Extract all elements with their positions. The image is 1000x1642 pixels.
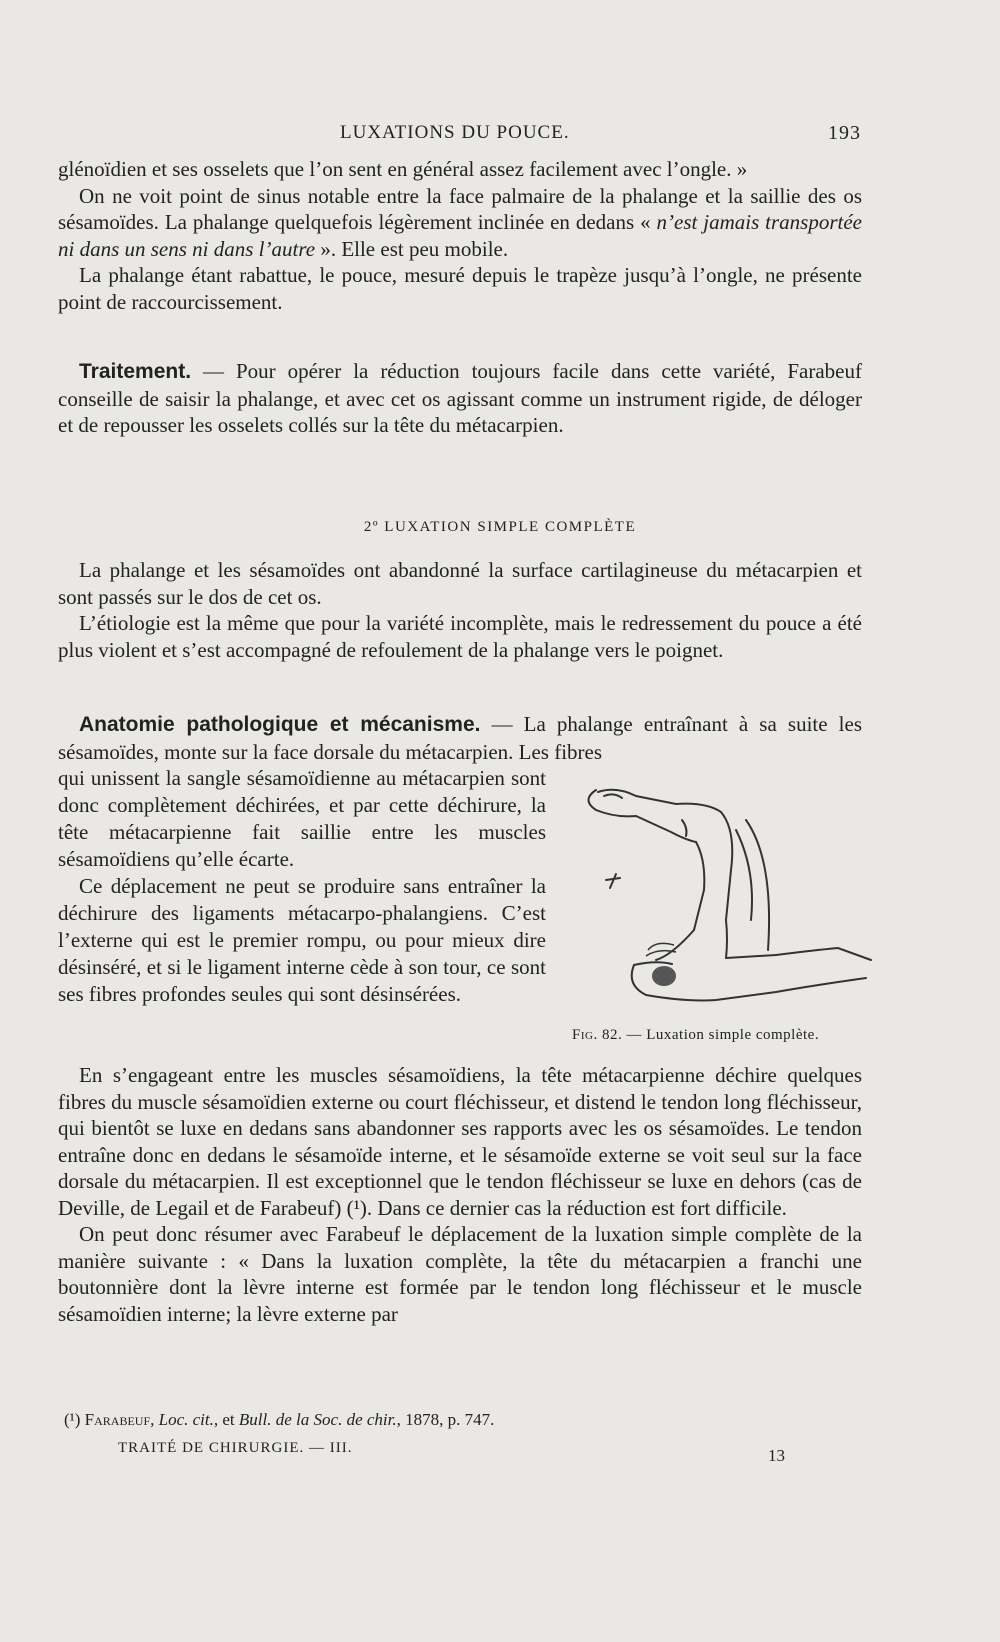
bottom-text-block: [58, 1062, 862, 1327]
traitement-heading: Traitement.: [79, 360, 192, 383]
paragraph: glénoïdien et ses osselets que l’on sent en général assez facilement avec l’ongle. »: [58, 157, 748, 181]
traitement-block: [58, 358, 862, 439]
section-title: 2º LUXATION SIMPLE COMPLÈTE: [363, 519, 637, 535]
signature-line: TRAITÉ DE CHIRURGIE. — III.: [118, 1440, 353, 1456]
paragraph: On ne voit point de sinus notable entre la face palmaire de la phalange et la saillie des os sésamoïdes. La phalange quelquefois légèrement inclinée en dedans « n’est jamais transportée ni dans un sens ni dans l’autre ». Elle est peu mobile.: [58, 183, 862, 261]
wrapped-text-block: [58, 765, 546, 1008]
paragraph: Traitement. — Pour opérer la réduction toujours facile dans cette variété, Farabeuf conseille de saisir la phalange, et avec cet os agissant comme un instrument rigide, de déloger et de repousser les osselets collés sur la tête du métacarpien.: [58, 359, 862, 437]
paragraph: En s’engageant entre les muscles sésamoïdiens, la tête métacarpienne déchire quelques fibres du muscle sésamoïdien externe ou court fléchisseur, et distend le tendon long fléchisseur, qui bientôt se luxe en dedans sans abandonner ses rapports avec les os sésamoïdes. Le tendon entraîne donc en dedans le sésamoïde interne, et le sésamoïde externe se voit seul sur la face dorsale du métacarpien. Il est exceptionnel que le tendon fléchisseur se luxe en dehors (cas de Deville, de Legail et de Farabeuf) (¹). Dans ce dernier cas la réduction est fort difficile.: [58, 1063, 862, 1220]
thumb-luxation-illustration: [576, 780, 876, 1025]
running-title: LUXATIONS DU POUCE.: [340, 122, 570, 143]
running-head: [0, 122, 1000, 150]
anatomie-block: [58, 711, 862, 765]
paragraph: L’étiologie est la même que pour la variété incomplète, mais le redressement du pouce a été plus violent et s’est accompagné de refoulement de la phalange vers le poignet.: [58, 611, 862, 662]
footnote: (¹) Farabeuf, Loc. cit., et Bull. de la Soc. de chir., 1878, p. 747.: [64, 1410, 495, 1429]
figure-caption: Fig. 82. — Luxation simple complète.: [572, 1027, 820, 1043]
figure-label: Fig. 82.: [572, 1027, 623, 1043]
paragraph: Anatomie pathologique et mécanisme. — La phalange entraînant à sa suite les sésamoïdes, monte sur la face dorsale du métacarpien. Les fibres: [58, 712, 862, 764]
section-text-block: [58, 557, 862, 663]
quoted-phrase: n’est jamais transportée ni dans un sens ni dans l’autre: [58, 210, 862, 261]
paragraph: La phalange étant rabattue, le pouce, mesuré depuis le trapèze jusqu’à l’ongle, ne présente point de raccourcissement.: [58, 263, 862, 314]
anatomie-heading: Anatomie pathologique et mécanisme.: [79, 713, 481, 736]
top-text-block: [58, 156, 862, 315]
paragraph: On peut donc résumer avec Farabeuf le déplacement de la luxation simple complète de la manière suivante : « Dans la luxation complète, la tête du métacarpien a franchi une boutonnière dont la lèvre interne est formée par le tendon long fléchisseur et le muscle sésamoïdien interne; la lèvre externe par: [58, 1222, 862, 1326]
paragraph: Ce déplacement ne peut se produire sans entraîner la déchirure des ligaments métacarpo-phalangiens. C’est l’externe qui est le premier rompu, ou pour mieux dire désinséré, et si le ligament interne cède à son tour, ce sont ses fibres profondes seules qui sont désinsérées.: [58, 874, 546, 1006]
paragraph: qui unissent la sangle sésamoïdienne au métacarpien sont donc complètement déchirées, et par cette déchirure, la tête métacarpienne fait saillie entre les muscles sésamoïdiens qu’elle écarte.: [58, 766, 546, 871]
paragraph: La phalange et les sésamoïdes ont abandonné la surface cartilagineuse du métacarpien et sont passés sur le dos de cet os.: [58, 558, 862, 609]
signature-number: 13: [768, 1446, 785, 1465]
page-number: 193: [828, 122, 861, 144]
